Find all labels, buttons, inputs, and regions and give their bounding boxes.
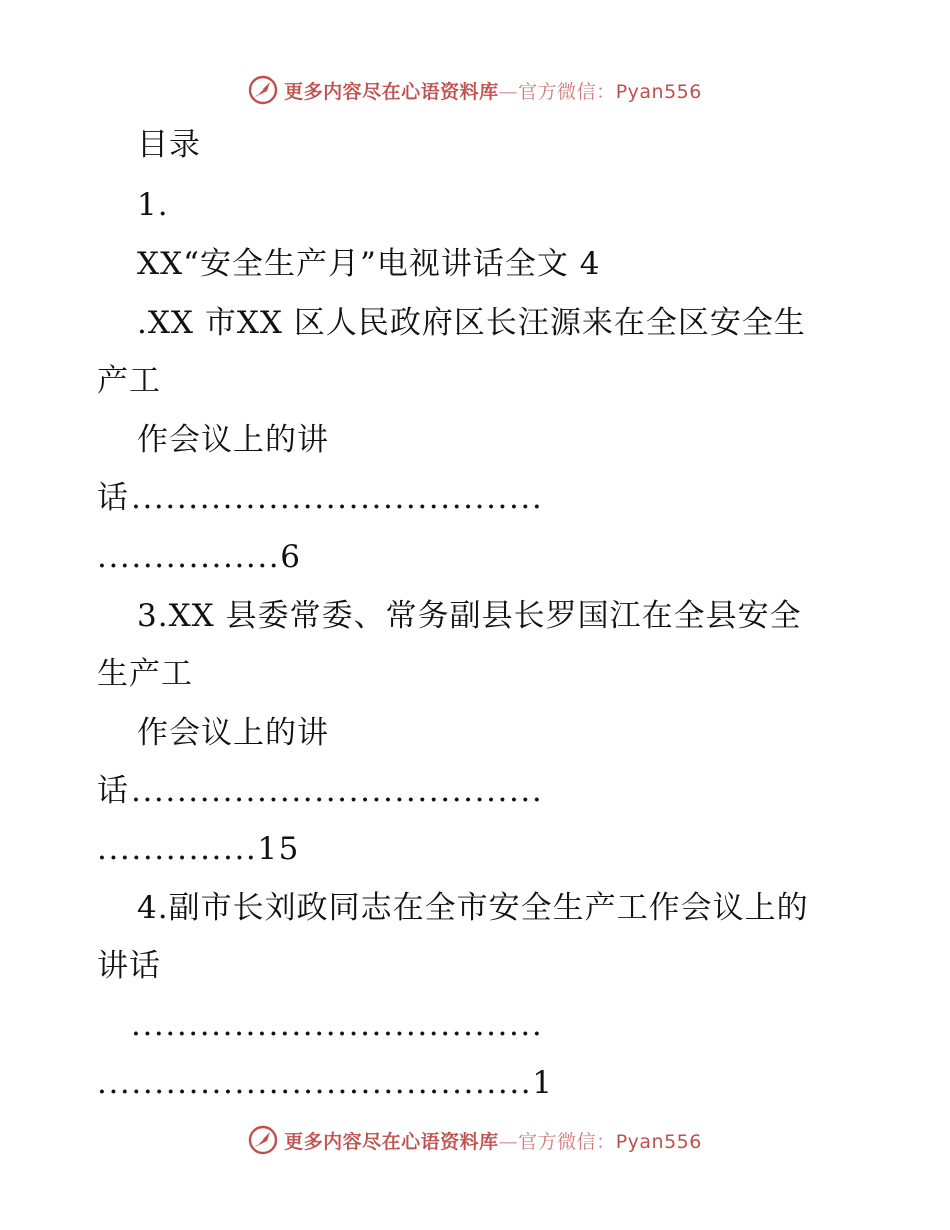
header-watermark xyxy=(0,70,950,110)
watermark-brand: 更多内容尽在心语资料库 xyxy=(284,1130,499,1153)
toc-entry-3-dot-leader-1: .................................... xyxy=(131,773,544,809)
watermark-separator: — xyxy=(498,1130,519,1153)
toc-entry-2-dot-leader-1: .................................... xyxy=(131,480,544,516)
toc-entry-2-title-line3: 作会议上的讲 xyxy=(137,422,329,458)
toc-entry-4-page: 1 xyxy=(532,1065,554,1101)
watermark-label: 官方微信： xyxy=(518,1130,616,1153)
toc-entry-2-title-line4: 话 xyxy=(97,480,129,516)
watermark-account: Pyan556 xyxy=(615,1130,702,1153)
toc-entry-3-page: 15 xyxy=(257,831,301,867)
footer-watermark xyxy=(0,1120,950,1160)
quill-logo-icon xyxy=(248,75,278,105)
toc-entry-4-title-line2: 讲话 xyxy=(97,948,161,984)
toc-entry-4-dot-leader-1: .................................... xyxy=(131,1007,544,1043)
toc-entry-1-number: 1. xyxy=(137,187,169,223)
toc-entry-3-title-line4: 话 xyxy=(97,773,129,809)
watermark-brand: 更多内容尽在心语资料库 xyxy=(284,80,499,103)
watermark-label: 官方微信： xyxy=(518,80,616,103)
quill-logo-icon xyxy=(248,1125,278,1155)
toc-entry-2-page: 6 xyxy=(280,539,302,575)
toc-entry-2-title-line1: .XX 市XX 区人民政府区长汪源来在全区安全生 xyxy=(137,305,806,341)
toc-entry-4-dot-leader-2: ......................................1 xyxy=(97,1065,554,1101)
toc-entry-3-title-line1: 3.XX 县委常委、常务副县长罗国江在全县安全 xyxy=(137,598,802,634)
toc-entry-2-dot-leader-2: ................6 xyxy=(97,539,302,575)
toc-entry-4-title-line1: 4.副市长刘政同志在全市安全生产工作会议上的 xyxy=(137,890,809,926)
toc-entry-2-title-line2: 产工 xyxy=(97,363,161,399)
toc-entry-3-dot-leader-2: ..............15 xyxy=(97,831,301,867)
toc-entry-1-title: XX“安全生产月”电视讲话全文 4 xyxy=(137,246,601,282)
toc-heading: 目录 xyxy=(137,127,201,163)
watermark-separator: — xyxy=(498,80,519,103)
watermark-account: Pyan556 xyxy=(615,80,702,103)
toc-entry-3-title-line3: 作会议上的讲 xyxy=(137,715,329,751)
toc-entry-3-title-line2: 生产工 xyxy=(97,656,193,692)
